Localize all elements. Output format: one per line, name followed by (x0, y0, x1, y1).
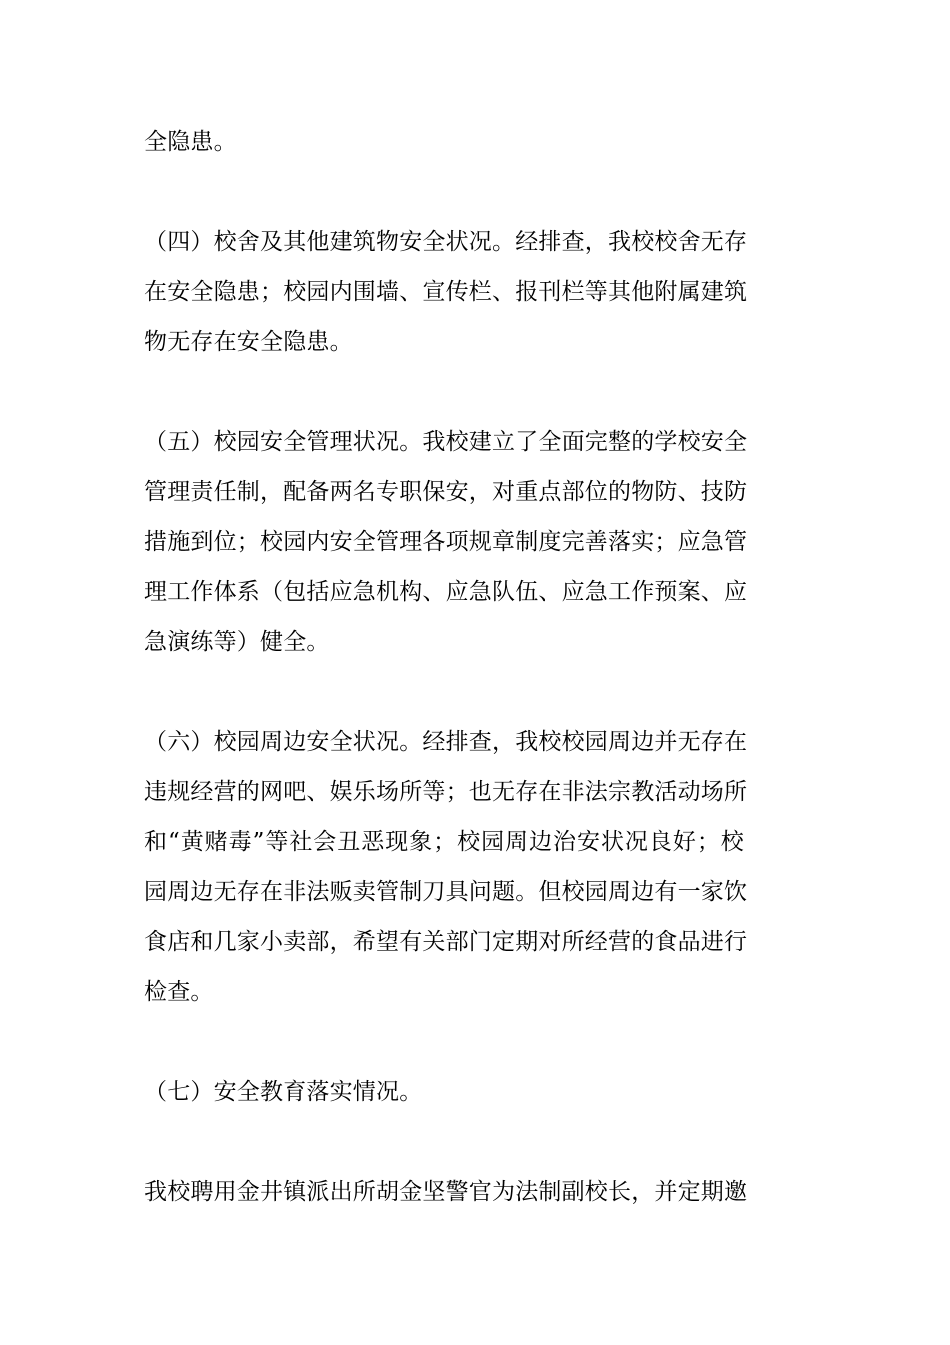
section-5-line: 急演练等）健全。 (144, 629, 330, 655)
section-6-line: 检查。 (144, 979, 214, 1005)
section-6-line: 食店和几家小卖部，希望有关部门定期对所经营的食品进行 (144, 929, 748, 955)
section-5-line: 理工作体系（包括应急机构、应急队伍、应急工作预案、应 (144, 579, 748, 605)
section-5-line: 措施到位；校园内安全管理各项规章制度完善落实；应急管 (144, 529, 748, 555)
section-7-heading: （七）安全教育落实情况。 (144, 1079, 423, 1105)
section-5-line: 管理责任制，配备两名专职保安，对重点部位的物防、技防 (144, 479, 748, 505)
section-6-line: （六）校园周边安全状况。经排查，我校校园周边并无存在 (144, 729, 748, 755)
section-4-line: 物无存在安全隐患。 (144, 329, 353, 355)
section-4-line: 在安全隐患；校园内围墙、宣传栏、报刊栏等其他附属建筑 (144, 279, 748, 305)
section-4-line: （四）校舍及其他建筑物安全状况。经排查，我校校舍无存 (144, 229, 748, 255)
section-6-line: 园周边无存在非法贩卖管制刀具问题。但校园周边有一家饮 (144, 879, 748, 905)
paragraph-continuation-line: 全隐患。 (144, 129, 237, 155)
section-6-line: 和“黄赌毒”等社会丑恶现象；校园周边治安状况良好；校 (144, 829, 744, 855)
section-7-line: 我校聘用金井镇派出所胡金坚警官为法制副校长，并定期邀 (144, 1179, 748, 1205)
section-6-line: 违规经营的网吧、娱乐场所等；也无存在非法宗教活动场所 (144, 779, 748, 805)
section-5-line: （五）校园安全管理状况。我校建立了全面完整的学校安全 (144, 429, 748, 455)
